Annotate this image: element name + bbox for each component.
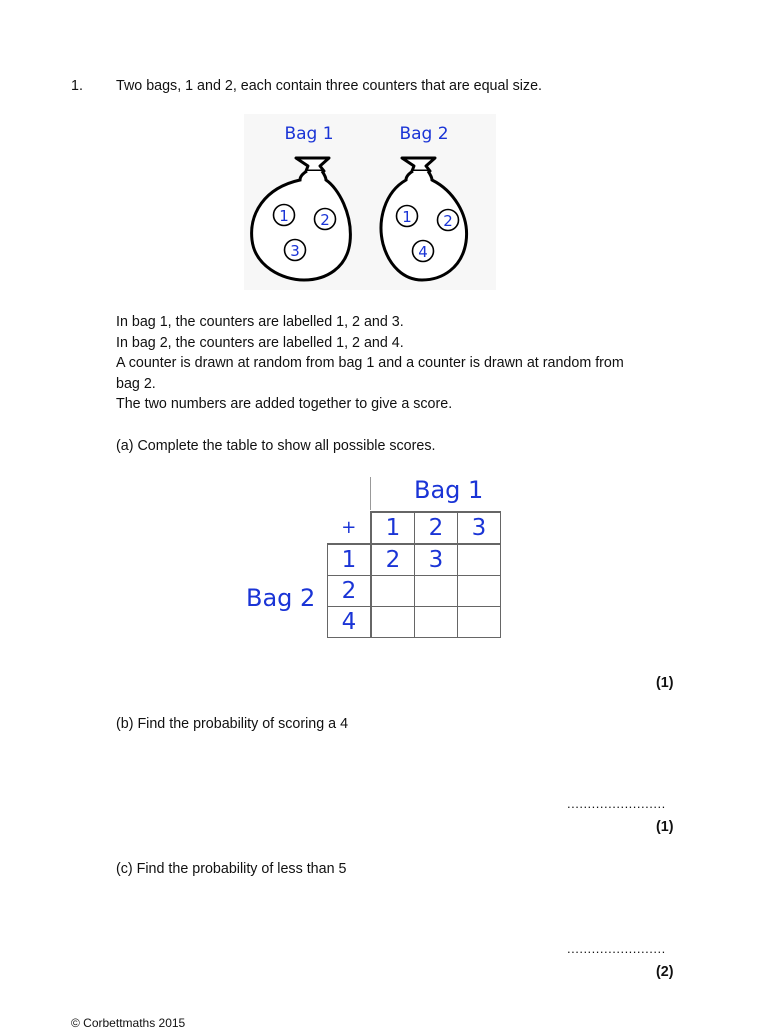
score-cell[interactable] bbox=[458, 576, 501, 607]
bag-1-counter-label: 3 bbox=[290, 242, 300, 260]
score-cell[interactable] bbox=[458, 607, 501, 638]
score-cell[interactable] bbox=[415, 576, 458, 607]
table-row bbox=[328, 544, 501, 576]
description-line: A counter is drawn at random from bag 1 and a counter is drawn at random from bbox=[116, 355, 624, 371]
bag-2-counter-label: 1 bbox=[402, 208, 412, 226]
part-b-answer-line[interactable]: ........................ bbox=[567, 796, 666, 811]
table-row bbox=[328, 576, 501, 607]
column-header: 1 bbox=[371, 512, 415, 544]
part-c-answer-line[interactable]: ........................ bbox=[567, 941, 666, 956]
column-header: 2 bbox=[415, 512, 458, 544]
part-b-question: (b) Find the probability of scoring a 4 bbox=[116, 716, 349, 732]
row-header: 4 bbox=[328, 607, 372, 638]
score-cell[interactable] bbox=[458, 544, 501, 576]
bag-1-label: Bag 1 bbox=[284, 124, 334, 144]
footer-copyright: © Corbettmaths 2015 bbox=[71, 1016, 186, 1030]
bag-1-counter-label: 2 bbox=[320, 211, 330, 229]
score-cell[interactable] bbox=[371, 576, 415, 607]
score-cell[interactable] bbox=[371, 607, 415, 638]
bag-2-counter bbox=[438, 210, 459, 231]
description-line: In bag 1, the counters are labelled 1, 2 and 3. bbox=[116, 314, 404, 330]
bag-2-counter-label: 2 bbox=[443, 212, 453, 230]
bag-2-counter bbox=[397, 206, 418, 227]
table-bag-2-label: Bag 2 bbox=[246, 584, 316, 612]
bags-figure bbox=[244, 114, 496, 290]
bag-2-counter-label: 4 bbox=[418, 243, 428, 261]
row-header: 1 bbox=[328, 544, 372, 576]
question-number: 1. bbox=[71, 78, 83, 94]
part-a-marks: (1) bbox=[656, 675, 674, 691]
description-paragraph bbox=[116, 312, 624, 415]
table-header-row bbox=[328, 512, 501, 544]
bag-2-label: Bag 2 bbox=[399, 124, 449, 144]
table-bag-1-label: Bag 1 bbox=[414, 476, 484, 504]
score-cell[interactable] bbox=[415, 607, 458, 638]
question-intro: Two bags, 1 and 2, each contain three counters that are equal size. bbox=[116, 78, 543, 94]
bag-1-counter-label: 1 bbox=[279, 207, 289, 225]
bag-1-counter bbox=[274, 205, 295, 226]
bag-2-counter bbox=[413, 241, 434, 262]
description-line: In bag 2, the counters are labelled 1, 2 and 4. bbox=[116, 334, 404, 351]
description-line: The two numbers are added together to give a score. bbox=[116, 396, 453, 412]
bag-1-counter bbox=[315, 209, 336, 230]
part-c-marks: (2) bbox=[656, 964, 674, 980]
table-corner: + bbox=[328, 512, 372, 544]
score-cell[interactable]: 2 bbox=[371, 544, 415, 576]
score-table bbox=[327, 511, 501, 638]
description-line: bag 2. bbox=[116, 375, 156, 392]
bag-1-counter bbox=[285, 240, 306, 261]
table-row bbox=[328, 607, 501, 638]
part-c-question: (c) Find the probability of less than 5 bbox=[116, 861, 347, 877]
score-cell[interactable]: 3 bbox=[415, 544, 458, 576]
table-divider bbox=[370, 477, 371, 510]
column-header: 3 bbox=[458, 512, 501, 544]
part-b-marks: (1) bbox=[656, 819, 674, 835]
part-a-question: (a) Complete the table to show all possible scores. bbox=[116, 438, 436, 454]
row-header: 2 bbox=[328, 576, 372, 607]
